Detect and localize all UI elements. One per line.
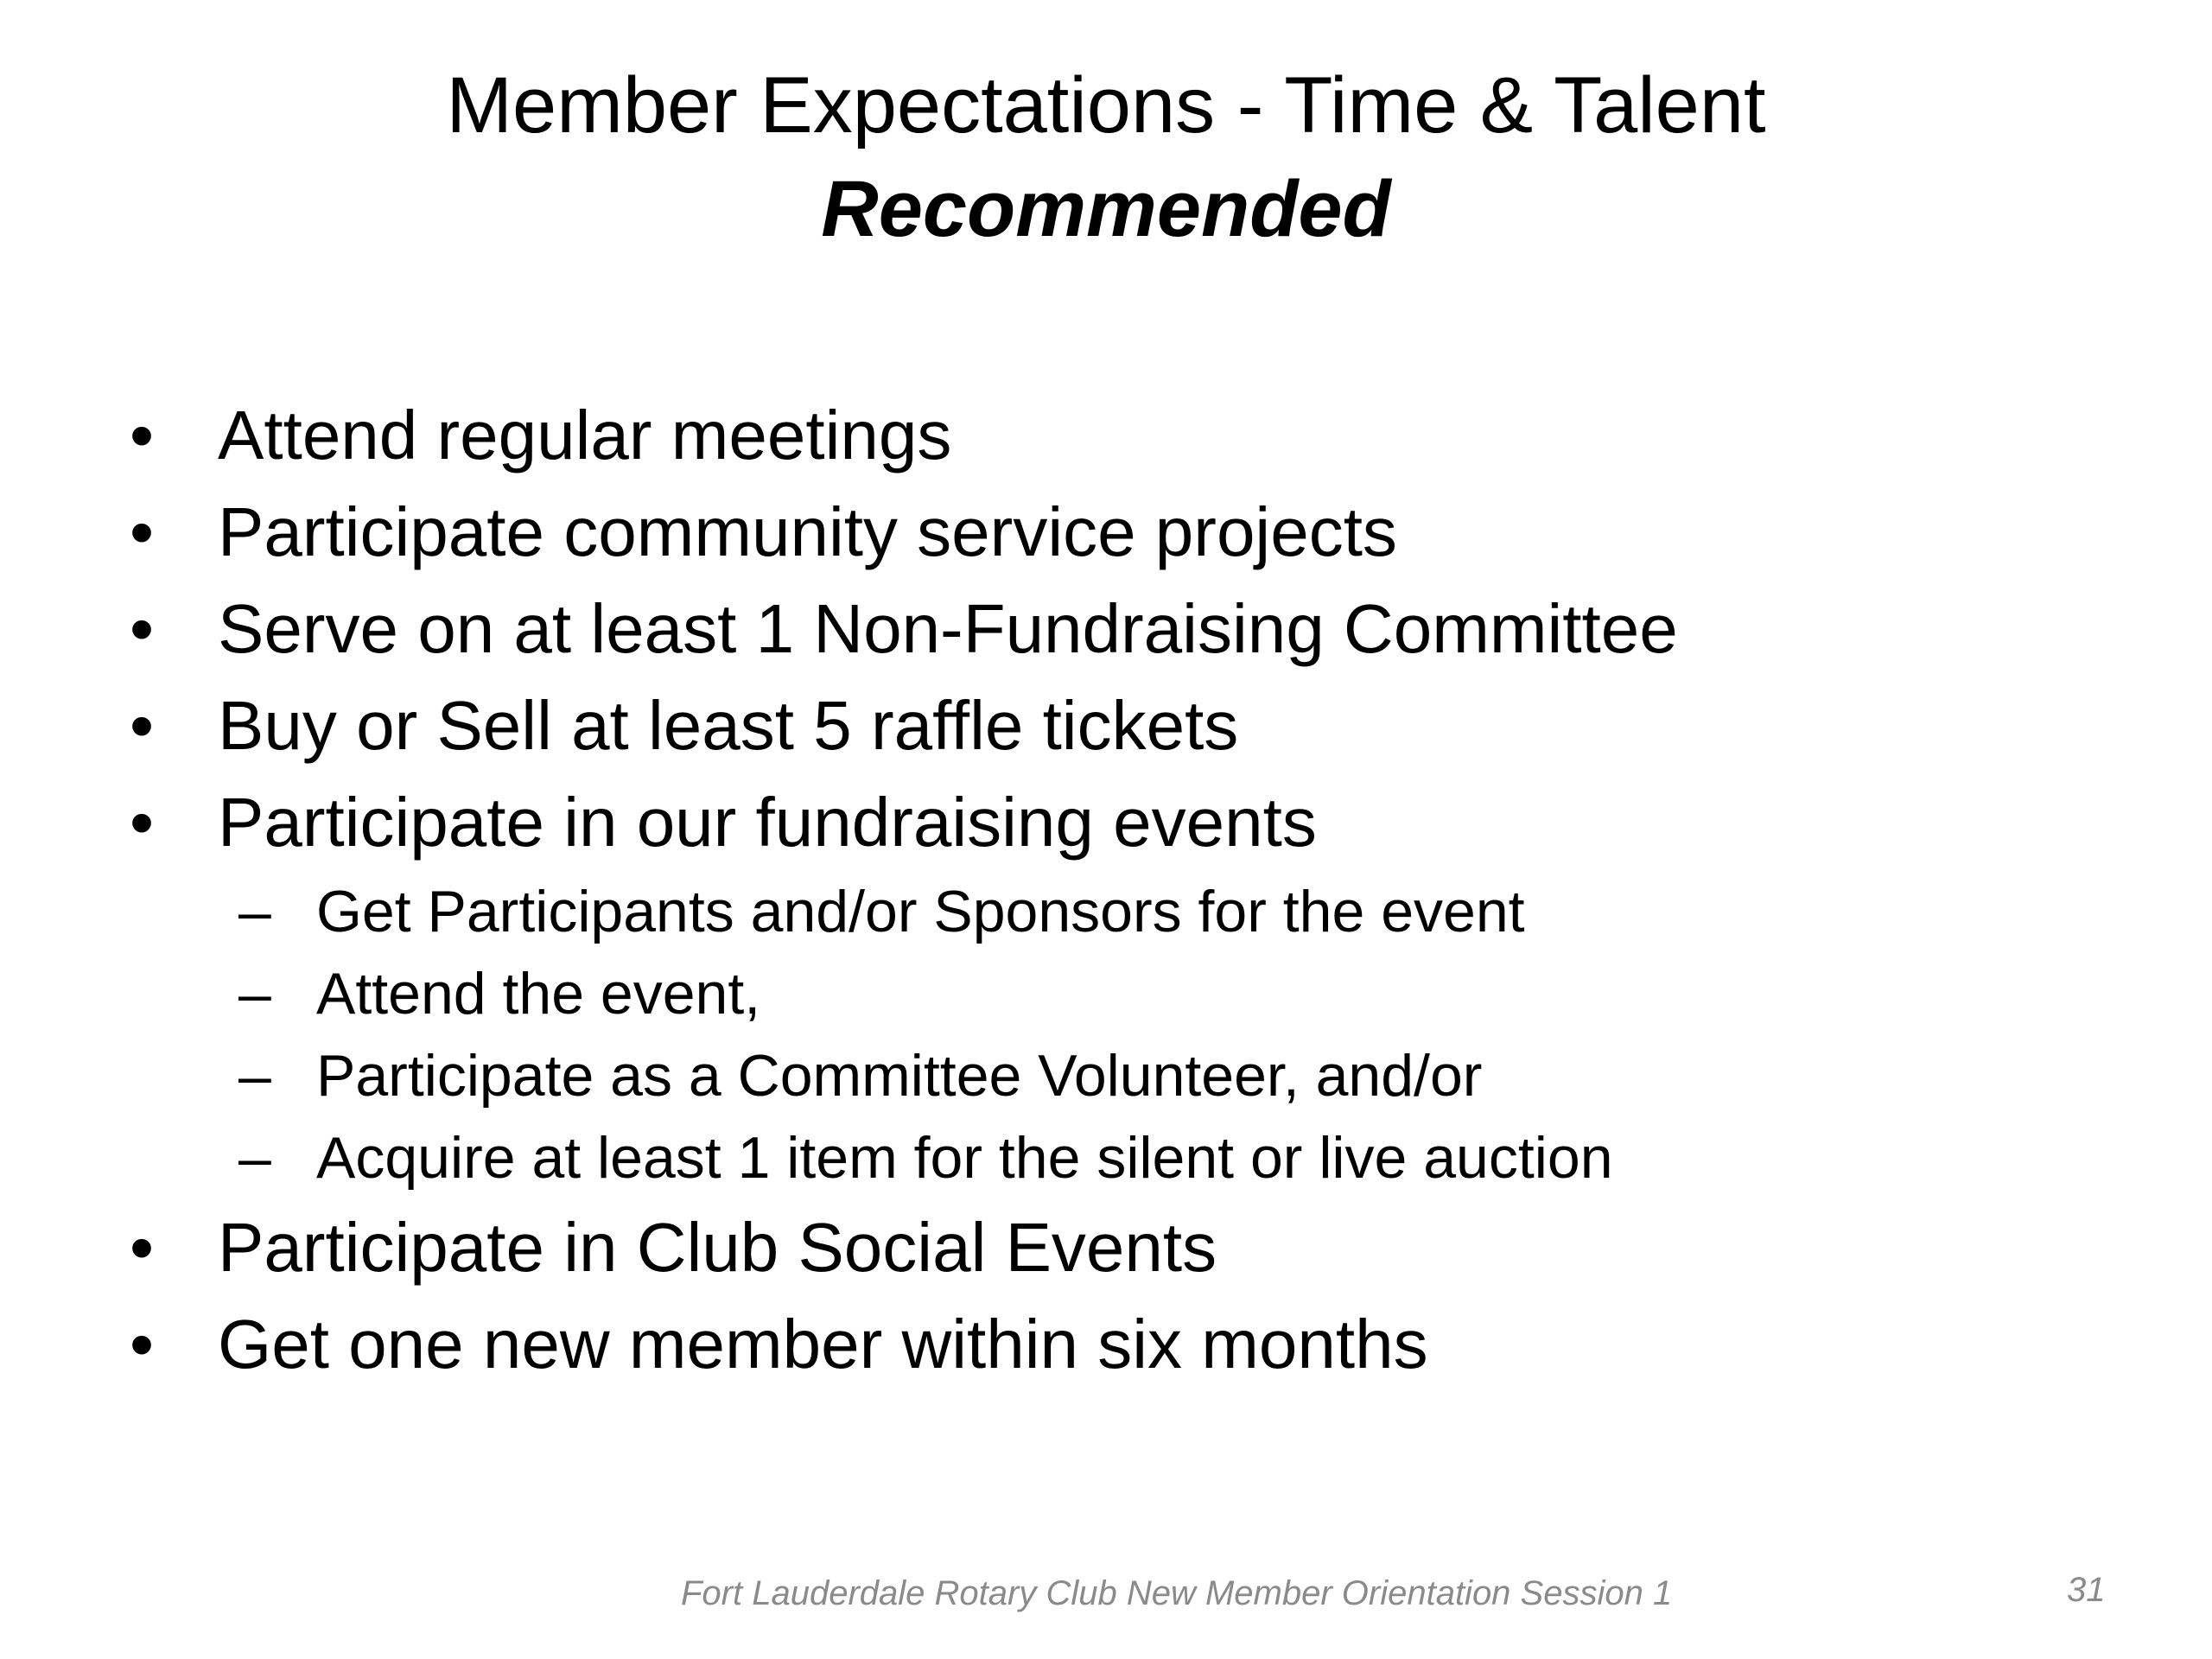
- dash-icon: –: [238, 1043, 271, 1109]
- bullet-icon: •: [130, 493, 155, 570]
- slide-subtitle: Recommended: [821, 165, 1391, 253]
- sub-item-2: [130, 953, 2074, 1035]
- bullet-icon: •: [130, 590, 155, 667]
- bullet-text: Participate in Club Social Events: [218, 1209, 1217, 1286]
- bullet-item-1: [130, 387, 2074, 484]
- bullet-text: Participate community service projects: [218, 493, 1397, 570]
- bullet-item-6: [130, 1199, 2074, 1296]
- bullet-text: Serve on at least 1 Non-Fundraising Committee: [218, 590, 1678, 667]
- sub-item-text: Acquire at least 1 item for the silent or live auction: [316, 1125, 1613, 1191]
- bullet-item-4: [130, 677, 2074, 774]
- title-block: [0, 54, 2212, 261]
- sub-item-3: [130, 1035, 2074, 1117]
- bullet-icon: •: [130, 687, 155, 764]
- bullet-text: Buy or Sell at least 5 raffle tickets: [218, 687, 1239, 764]
- sub-item-text: Participate as a Committee Volunteer, and/or: [316, 1043, 1483, 1109]
- dash-icon: –: [238, 1125, 271, 1191]
- bullet-icon: •: [130, 1306, 155, 1382]
- bullet-text: Get one new member within six months: [218, 1306, 1428, 1382]
- slide-title: Member Expectations - Time & Talent: [446, 61, 1766, 149]
- bullet-item-7: [130, 1296, 2074, 1393]
- page-number: 31: [2067, 1571, 2106, 1609]
- sub-item-4: [130, 1117, 2074, 1199]
- bullet-item-2: [130, 484, 2074, 581]
- bullet-icon: •: [130, 784, 155, 861]
- bullet-item-3: [130, 581, 2074, 677]
- slide-footer: Fort Lauderdale Rotary Club New Member Orientation Session 1: [681, 1574, 1673, 1612]
- sub-item-text: Attend the event,: [316, 961, 761, 1027]
- bullet-text: Attend regular meetings: [218, 397, 952, 474]
- sub-item-text: Get Participants and/or Sponsors for the event: [316, 879, 1525, 944]
- bullet-list: [130, 387, 2074, 1393]
- bullet-item-5: [130, 774, 2074, 871]
- sub-item-1: [130, 871, 2074, 953]
- dash-icon: –: [238, 879, 271, 944]
- bullet-text: Participate in our fundraising events: [218, 784, 1317, 861]
- dash-icon: –: [238, 961, 271, 1027]
- bullet-icon: •: [130, 397, 155, 474]
- bullet-icon: •: [130, 1209, 155, 1286]
